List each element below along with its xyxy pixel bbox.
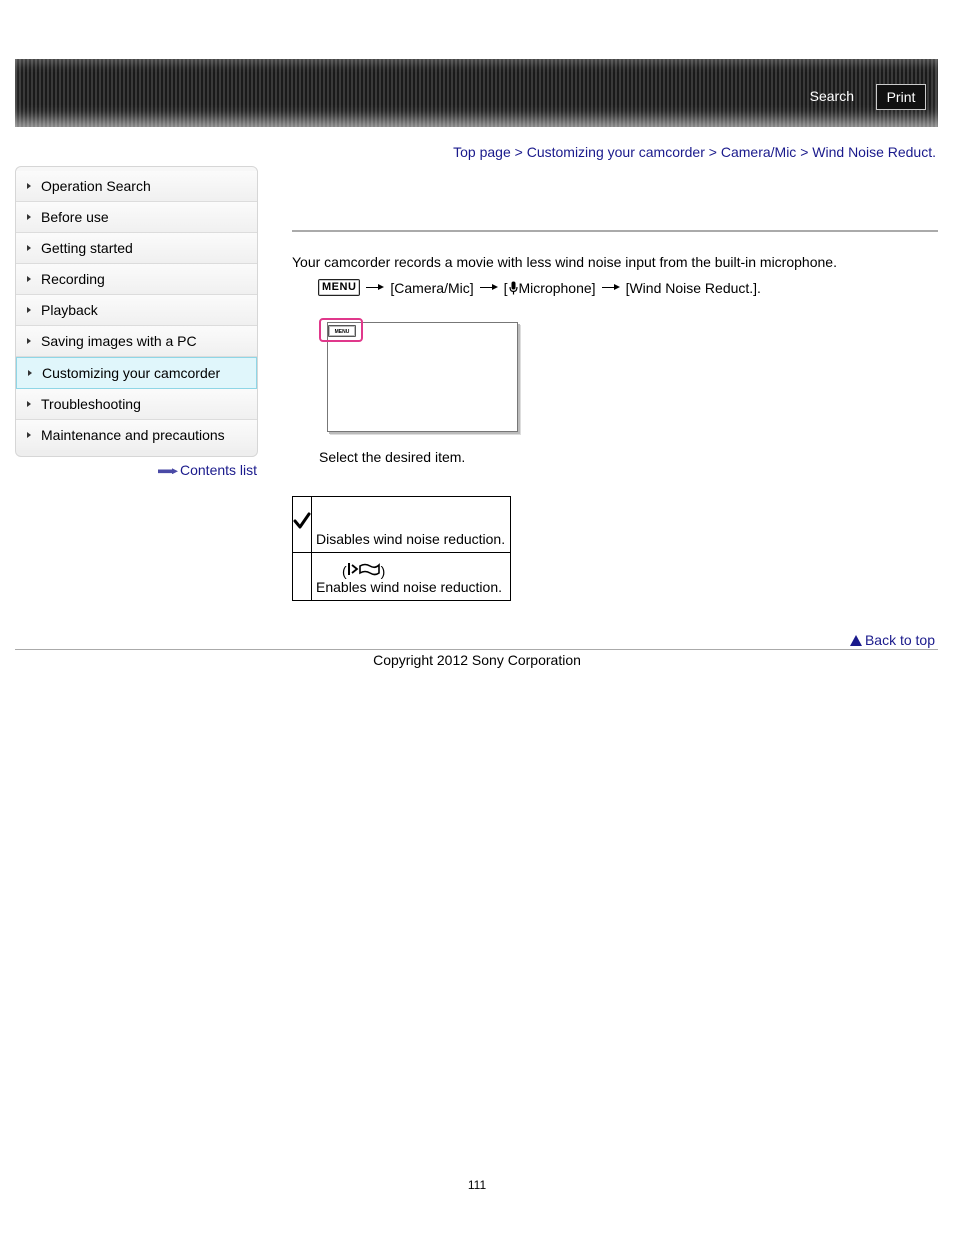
screen-menu-icon: MENU bbox=[328, 325, 356, 337]
triangle-right-icon bbox=[27, 245, 31, 251]
sidebar-item-getting-started[interactable] bbox=[16, 233, 257, 264]
sidebar-item-troubleshooting[interactable] bbox=[16, 389, 257, 420]
sidebar-item-operation-search[interactable] bbox=[16, 171, 257, 202]
sidebar-item-label: Maintenance and precautions bbox=[41, 427, 225, 443]
table-row bbox=[293, 553, 511, 601]
sidebar-item-label: Before use bbox=[41, 209, 109, 225]
sidebar-item-label: Saving images with a PC bbox=[41, 333, 197, 349]
sidebar-item-before-use[interactable] bbox=[16, 202, 257, 233]
sidebar-item-customizing[interactable] bbox=[16, 357, 257, 389]
menu-highlight-frame bbox=[319, 318, 363, 342]
triangle-right-icon bbox=[28, 370, 32, 376]
arrow-right-icon bbox=[366, 284, 384, 292]
triangle-right-icon bbox=[27, 214, 31, 220]
sidebar-item-saving-images[interactable] bbox=[16, 326, 257, 357]
sidebar-nav bbox=[15, 166, 258, 457]
sidebar-item-playback[interactable] bbox=[16, 295, 257, 326]
option-icon-cell bbox=[293, 497, 312, 553]
sidebar-item-label: Getting started bbox=[41, 240, 133, 256]
sidebar-item-label: Customizing your camcorder bbox=[42, 365, 221, 381]
triangle-up-icon bbox=[850, 635, 862, 646]
intro-text: Your camcorder records a movie with less wind noise input from the built-in microphone. bbox=[292, 254, 837, 270]
triangle-right-icon bbox=[27, 276, 31, 282]
breadcrumb-separator: > bbox=[708, 144, 717, 160]
option-icon-cell bbox=[293, 553, 312, 601]
breadcrumb-customizing[interactable]: Customizing your camcorder bbox=[526, 144, 705, 160]
breadcrumb-camera-mic[interactable]: Camera/Mic bbox=[720, 144, 797, 160]
option-description: Disables wind noise reduction. bbox=[312, 497, 511, 553]
step-wind-noise: [Wind Noise Reduct.]. bbox=[625, 279, 761, 296]
option-cell bbox=[312, 553, 511, 601]
sidebar-item-recording[interactable] bbox=[16, 264, 257, 295]
option-description: Enables wind noise reduction. bbox=[316, 579, 503, 595]
back-to-top-label: Back to top bbox=[864, 632, 935, 648]
breadcrumb bbox=[453, 144, 936, 160]
search-button[interactable]: Search bbox=[809, 88, 854, 104]
arrow-right-icon bbox=[158, 468, 178, 474]
copyright-text: Copyright 2012 Sony Corporation bbox=[373, 652, 581, 668]
sidebar-item-maintenance[interactable] bbox=[16, 420, 257, 450]
triangle-right-icon bbox=[27, 432, 31, 438]
arrow-right-icon bbox=[602, 284, 620, 292]
sidebar-item-label: Recording bbox=[41, 271, 105, 287]
footer-divider bbox=[15, 649, 938, 650]
divider bbox=[292, 230, 938, 232]
menu-steps bbox=[318, 279, 761, 296]
contents-list-label: Contents list bbox=[180, 462, 258, 478]
header-bar bbox=[15, 59, 938, 127]
arrow-right-icon bbox=[480, 284, 498, 292]
step-microphone: Microphone] bbox=[518, 279, 596, 296]
select-instruction: Select the desired item. bbox=[319, 449, 466, 465]
triangle-right-icon bbox=[27, 338, 31, 344]
wind-noise-icon bbox=[347, 562, 381, 576]
sidebar-item-label: Operation Search bbox=[41, 178, 151, 194]
microphone-icon bbox=[509, 281, 518, 295]
back-to-top-link[interactable] bbox=[850, 632, 935, 648]
contents-list-link[interactable] bbox=[158, 462, 257, 478]
table-row bbox=[293, 497, 511, 553]
triangle-right-icon bbox=[27, 183, 31, 189]
breadcrumb-wind-noise[interactable]: Wind Noise Reduct. bbox=[812, 144, 936, 160]
triangle-right-icon bbox=[27, 307, 31, 313]
page-number: 111 bbox=[467, 1178, 487, 1192]
sidebar-item-label: Playback bbox=[41, 302, 98, 318]
options-table bbox=[292, 496, 511, 601]
step-bracket: [ bbox=[503, 279, 508, 296]
sidebar-item-label: Troubleshooting bbox=[41, 396, 141, 412]
breadcrumb-separator: > bbox=[514, 144, 523, 160]
checkmark-icon bbox=[293, 511, 311, 531]
step-camera-mic: [Camera/Mic] bbox=[390, 279, 474, 296]
print-button[interactable]: Print bbox=[876, 84, 926, 110]
breadcrumb-top-page[interactable]: Top page bbox=[453, 144, 511, 160]
triangle-right-icon bbox=[27, 401, 31, 407]
paren-open: ( bbox=[342, 563, 347, 579]
menu-button-icon: MENU bbox=[318, 279, 360, 296]
paren-close: ) bbox=[380, 563, 386, 579]
breadcrumb-separator: > bbox=[800, 144, 809, 160]
